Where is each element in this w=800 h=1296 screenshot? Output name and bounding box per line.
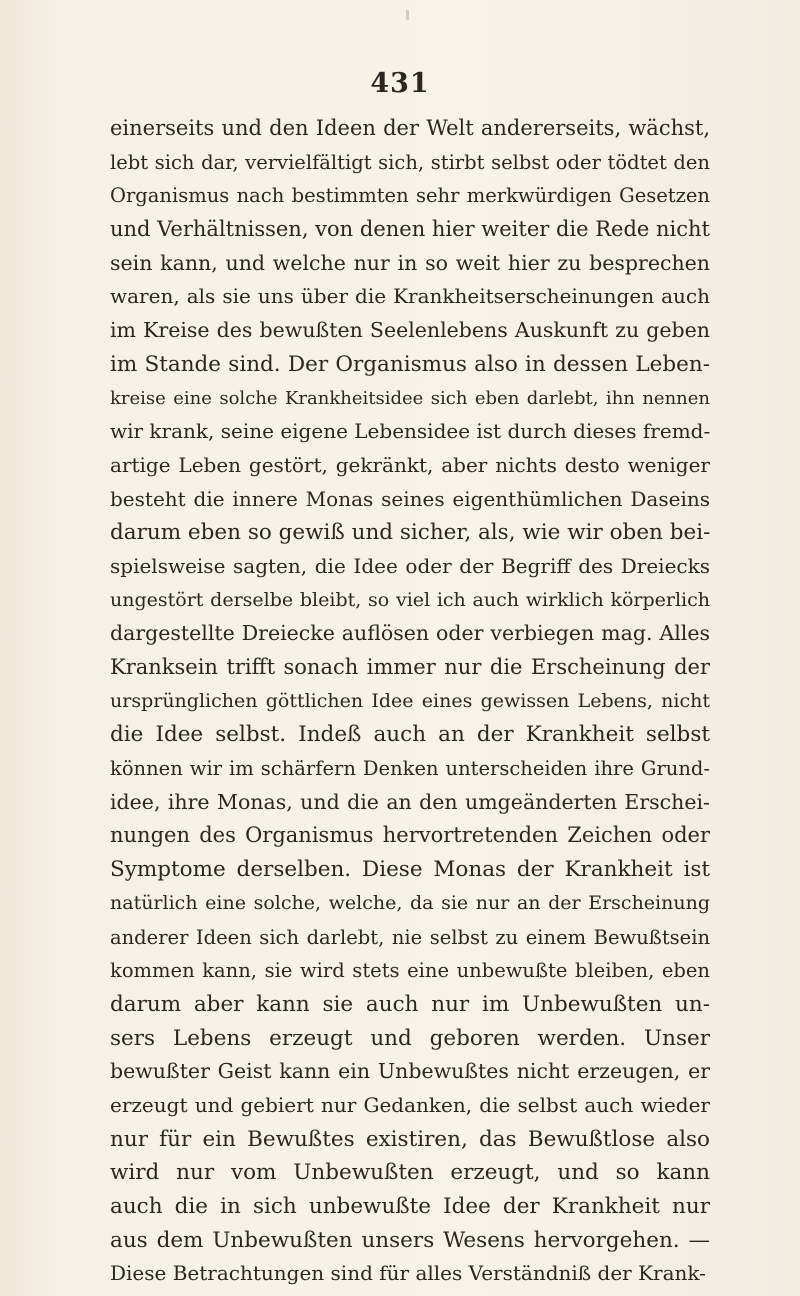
text-line: im Kreise des bewußten Seelenlebens Auskunft zu geben <box>110 318 710 343</box>
text-line: spielsweise sagten, die Idee oder der Begriff des Dreiecks <box>110 553 710 578</box>
text-line: kreise eine solche Krankheitsidee sich eben darlebt, ihn nennen <box>110 387 710 409</box>
text-line: Kranksein trifft sonach immer nur die Erscheinung der <box>110 655 710 679</box>
text-line: darum eben so gewiß und sicher, als, wie wir oben bei- <box>110 520 711 546</box>
text-line: auch die in sich unbewußte Idee der Krankheit nur <box>110 1194 710 1219</box>
text-line: und Verhältnissen, von denen hier weiter die Rede nicht <box>110 217 710 242</box>
text-line: wird nur vom Unbewußten erzeugt, und so kann <box>110 1160 710 1186</box>
text-line: lebt sich dar, vervielfältigt sich, stirbt selbst oder tödtet den <box>110 150 710 174</box>
page-number: 431 <box>370 68 430 99</box>
text-line: im Stande sind. Der Organismus also in dessen Leben- <box>110 351 710 377</box>
text-line: aus dem Unbewußten unsers Wesens hervorgehen. — <box>110 1227 710 1253</box>
text-line: natürlich eine solche, welche, da sie nur an der Erscheinung <box>110 891 710 914</box>
page-blemish <box>406 10 409 20</box>
text-line: ungestört derselbe bleibt, so viel ich auch wirklich körperlich <box>110 588 710 611</box>
text-line: die Idee selbst. Indeß auch an der Krankheit selbst <box>110 722 710 748</box>
text-line: nur für ein Bewußtes existiren, das Bewußtlose also <box>110 1126 710 1152</box>
text-line: anderer Ideen sich darlebt, nie selbst zu einem Bewußtsein <box>110 925 710 949</box>
text-line: sein kann, und welche nur in so weit hier zu besprechen <box>110 250 710 275</box>
text-line: waren, als sie uns über die Krankheitserscheinungen auch <box>110 284 710 309</box>
text-line: Organismus nach bestimmten sehr merkwürdigen Gesetzen <box>110 184 710 208</box>
text-line: kommen kann, sie wird stets eine unbewußte bleiben, eben <box>110 959 710 983</box>
text-line: Symptome derselben. Diese Monas der Krankheit ist <box>110 857 710 883</box>
text-line: Diese Betrachtungen sind für alles Verständniß der Krank- <box>110 1261 706 1286</box>
text-line: nungen des Organismus hervortretenden Zeichen oder <box>110 823 710 848</box>
text-line: einerseits und den Ideen der Welt andererseits, wächst, <box>110 116 710 140</box>
text-line: idee, ihre Monas, und die an den umgeänderten Erschei- <box>110 789 710 814</box>
text-line: erzeugt und gebiert nur Gedanken, die selbst auch wieder <box>110 1092 710 1117</box>
text-line: ursprünglichen göttlichen Idee eines gewissen Lebens, nicht <box>110 689 710 712</box>
text-line: bewußter Geist kann ein Unbewußtes nicht erzeugen, er <box>110 1059 710 1084</box>
text-line: wir krank, seine eigene Lebensidee ist durch dieses fremd- <box>110 419 711 444</box>
text-line: darum aber kann sie auch nur im Unbewußten un- <box>110 991 710 1017</box>
text-line: besteht die innere Monas seines eigenthümlichen Daseins <box>110 486 710 511</box>
text-line: dargestellte Dreiecke auflösen oder verbiegen mag. Alles <box>110 621 710 646</box>
text-line: sers Lebens erzeugt und geboren werden. Unser <box>110 1025 710 1051</box>
text-line: können wir im schärfern Denken unterscheiden ihre Grund- <box>110 757 710 781</box>
body-text <box>110 112 710 1291</box>
text-line: artige Leben gestört, gekränkt, aber nichts desto weniger <box>110 452 710 477</box>
